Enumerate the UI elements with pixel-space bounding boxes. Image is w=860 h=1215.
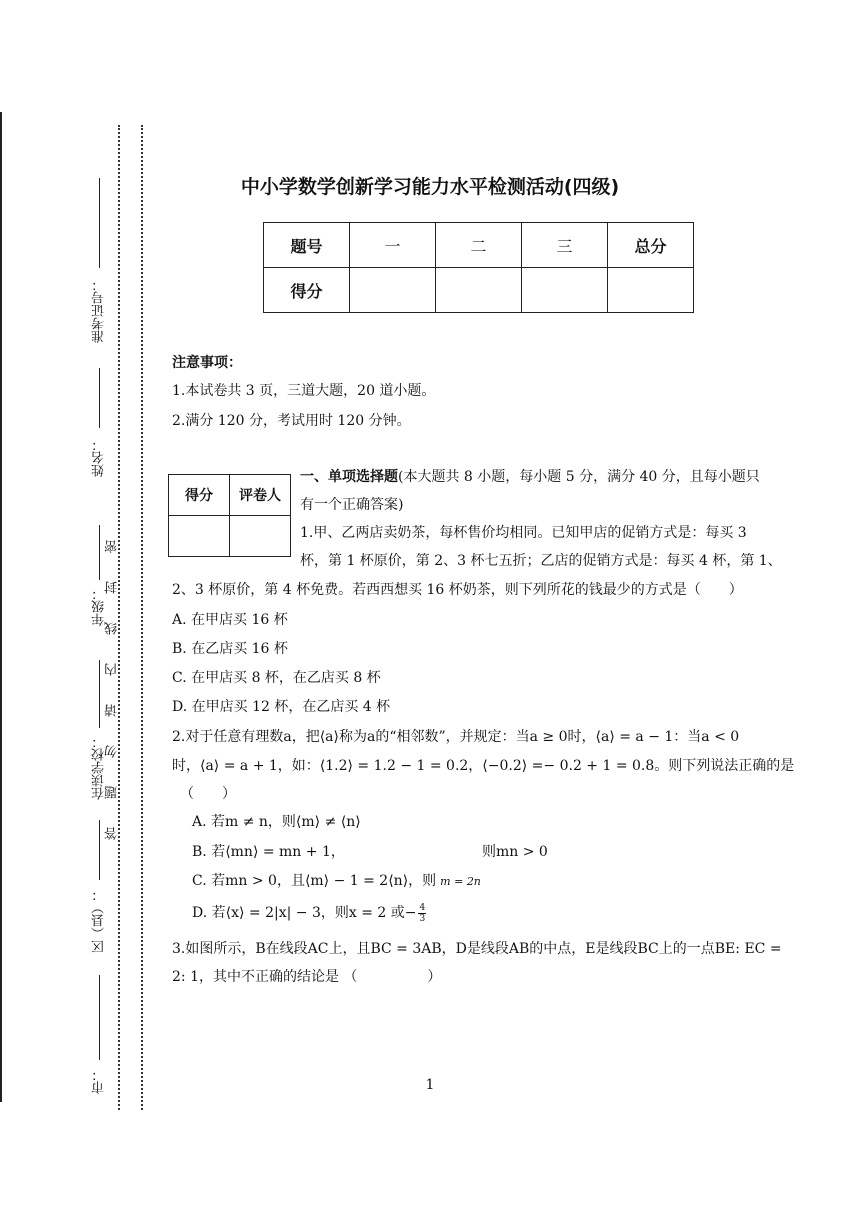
grader-name-cell bbox=[230, 516, 291, 557]
grader-score-cell bbox=[169, 516, 230, 557]
margin-label-school: 在读学校： bbox=[92, 735, 107, 800]
notice-heading: 注意事项： bbox=[172, 355, 242, 371]
answer-blank: （ ） bbox=[180, 786, 236, 802]
question-text: 2: 1，其中不正确的结论是 （ ） bbox=[172, 969, 442, 985]
answer-option-cont: 则mn > 0 bbox=[482, 844, 548, 860]
question-text: 杯，第 1 杯原价，第 2、3 杯七五折；乙店的促销方式是：每买 4 杯，第 1、 bbox=[300, 553, 782, 569]
score-header-cell: 三 bbox=[522, 223, 608, 268]
score-row-label: 得分 bbox=[264, 268, 350, 313]
section-heading bbox=[300, 466, 760, 486]
answer-option: A. 若m ≠ n，则⟨m⟩ ≠ ⟨n⟩ bbox=[192, 814, 361, 830]
fraction-denominator: 3 bbox=[419, 913, 426, 924]
fill-line bbox=[99, 975, 100, 1060]
margin-label-grade: 年级： bbox=[92, 587, 107, 626]
option-text: D. 若⟨x⟩ = 2|x| − 3，则x = 2 或− bbox=[192, 905, 417, 921]
fill-line bbox=[99, 525, 100, 580]
section-description-cont: 有一个正确答案) bbox=[300, 497, 404, 513]
score-header-cell: 题号 bbox=[264, 223, 350, 268]
grader-name-label: 评卷人 bbox=[230, 475, 291, 516]
notice-item: 1.本试卷共 3 页，三道大题，20 道小题。 bbox=[172, 383, 436, 399]
fill-line bbox=[99, 660, 100, 728]
notice-item: 2.满分 120 分，考试用时 120 分钟。 bbox=[172, 413, 411, 429]
score-table-row bbox=[264, 268, 694, 313]
seal-line-text: 答题勿请内线封密 bbox=[105, 512, 120, 840]
answer-option: B. 若⟨mn⟩ = mn + 1， bbox=[192, 844, 345, 860]
score-cell bbox=[608, 268, 694, 313]
score-cell bbox=[522, 268, 608, 313]
answer-option: D. 在甲店买 12 杯，在乙店买 4 杯 bbox=[172, 699, 391, 715]
question-text: 时，⟨a⟩ = a + 1，如：⟨1.2⟩ = 1.2 − 1 = 0.2，⟨−0.2⟩ =− 0.2 + 1 = 0.8。则下列说法正确的是 bbox=[172, 758, 795, 774]
score-header-cell: 一 bbox=[350, 223, 436, 268]
fill-line bbox=[99, 820, 100, 880]
answer-option bbox=[192, 902, 426, 924]
question-text: 2、3 杯原价，第 4 杯免费。若西西想买 16 杯奶茶，则下列所花的钱最少的方式是（ ） bbox=[172, 582, 743, 598]
question-text: 2.对于任意有理数a，把⟨a⟩称为a的“相邻数”，并规定：当a ≥ 0时，⟨a⟩ = a − 1：当a < 0 bbox=[172, 729, 740, 745]
score-table bbox=[263, 222, 694, 313]
page-frame-left bbox=[0, 112, 2, 1102]
question-text: 1.甲、乙两店卖奶茶，每杯售价均相同。已知甲店的促销方式是：每买 3 bbox=[300, 525, 747, 541]
answer-option: A. 在甲店买 16 杯 bbox=[172, 612, 288, 628]
score-table-header-row bbox=[264, 223, 694, 268]
grader-score-label: 得分 bbox=[169, 475, 230, 516]
fraction-numerator: 4 bbox=[419, 902, 426, 913]
fill-line bbox=[99, 368, 100, 428]
score-cell bbox=[350, 268, 436, 313]
dotted-binding-line bbox=[141, 125, 143, 1110]
answer-option: C. 在甲店买 8 杯，在乙店买 8 杯 bbox=[172, 670, 381, 686]
answer-option: B. 在乙店买 16 杯 bbox=[172, 641, 288, 657]
page-number: 1 bbox=[425, 1077, 435, 1093]
margin-label-exam-id: 准考证号： bbox=[92, 278, 107, 343]
answer-option bbox=[192, 870, 481, 890]
score-cell bbox=[436, 268, 522, 313]
section-description: (本大题共 8 小题，每小题 5 分，满分 40 分，且每小题只 bbox=[398, 469, 760, 485]
option-text-small: m = 2n bbox=[440, 875, 481, 888]
option-text: C. 若mn > 0，且⟨m⟩ − 1 = 2⟨n⟩，则 bbox=[192, 873, 437, 889]
margin-label-district: 区（县）： bbox=[92, 888, 107, 953]
score-header-cell: 二 bbox=[436, 223, 522, 268]
fraction bbox=[418, 903, 426, 924]
page-title: 中小学数学创新学习能力水平检测活动(四级) bbox=[240, 176, 620, 198]
question-text: 3.如图所示，B在线段AC上，且BC = 3AB，D是线段AB的中点，E是线段BC上的一点BE: EC = bbox=[172, 941, 782, 957]
grader-table bbox=[168, 474, 291, 557]
score-header-cell: 总分 bbox=[608, 223, 694, 268]
section-title: 一、单项选择题 bbox=[300, 469, 398, 485]
margin-label-name: 姓名： bbox=[92, 438, 107, 477]
margin-label-city: 市： bbox=[92, 1068, 107, 1094]
